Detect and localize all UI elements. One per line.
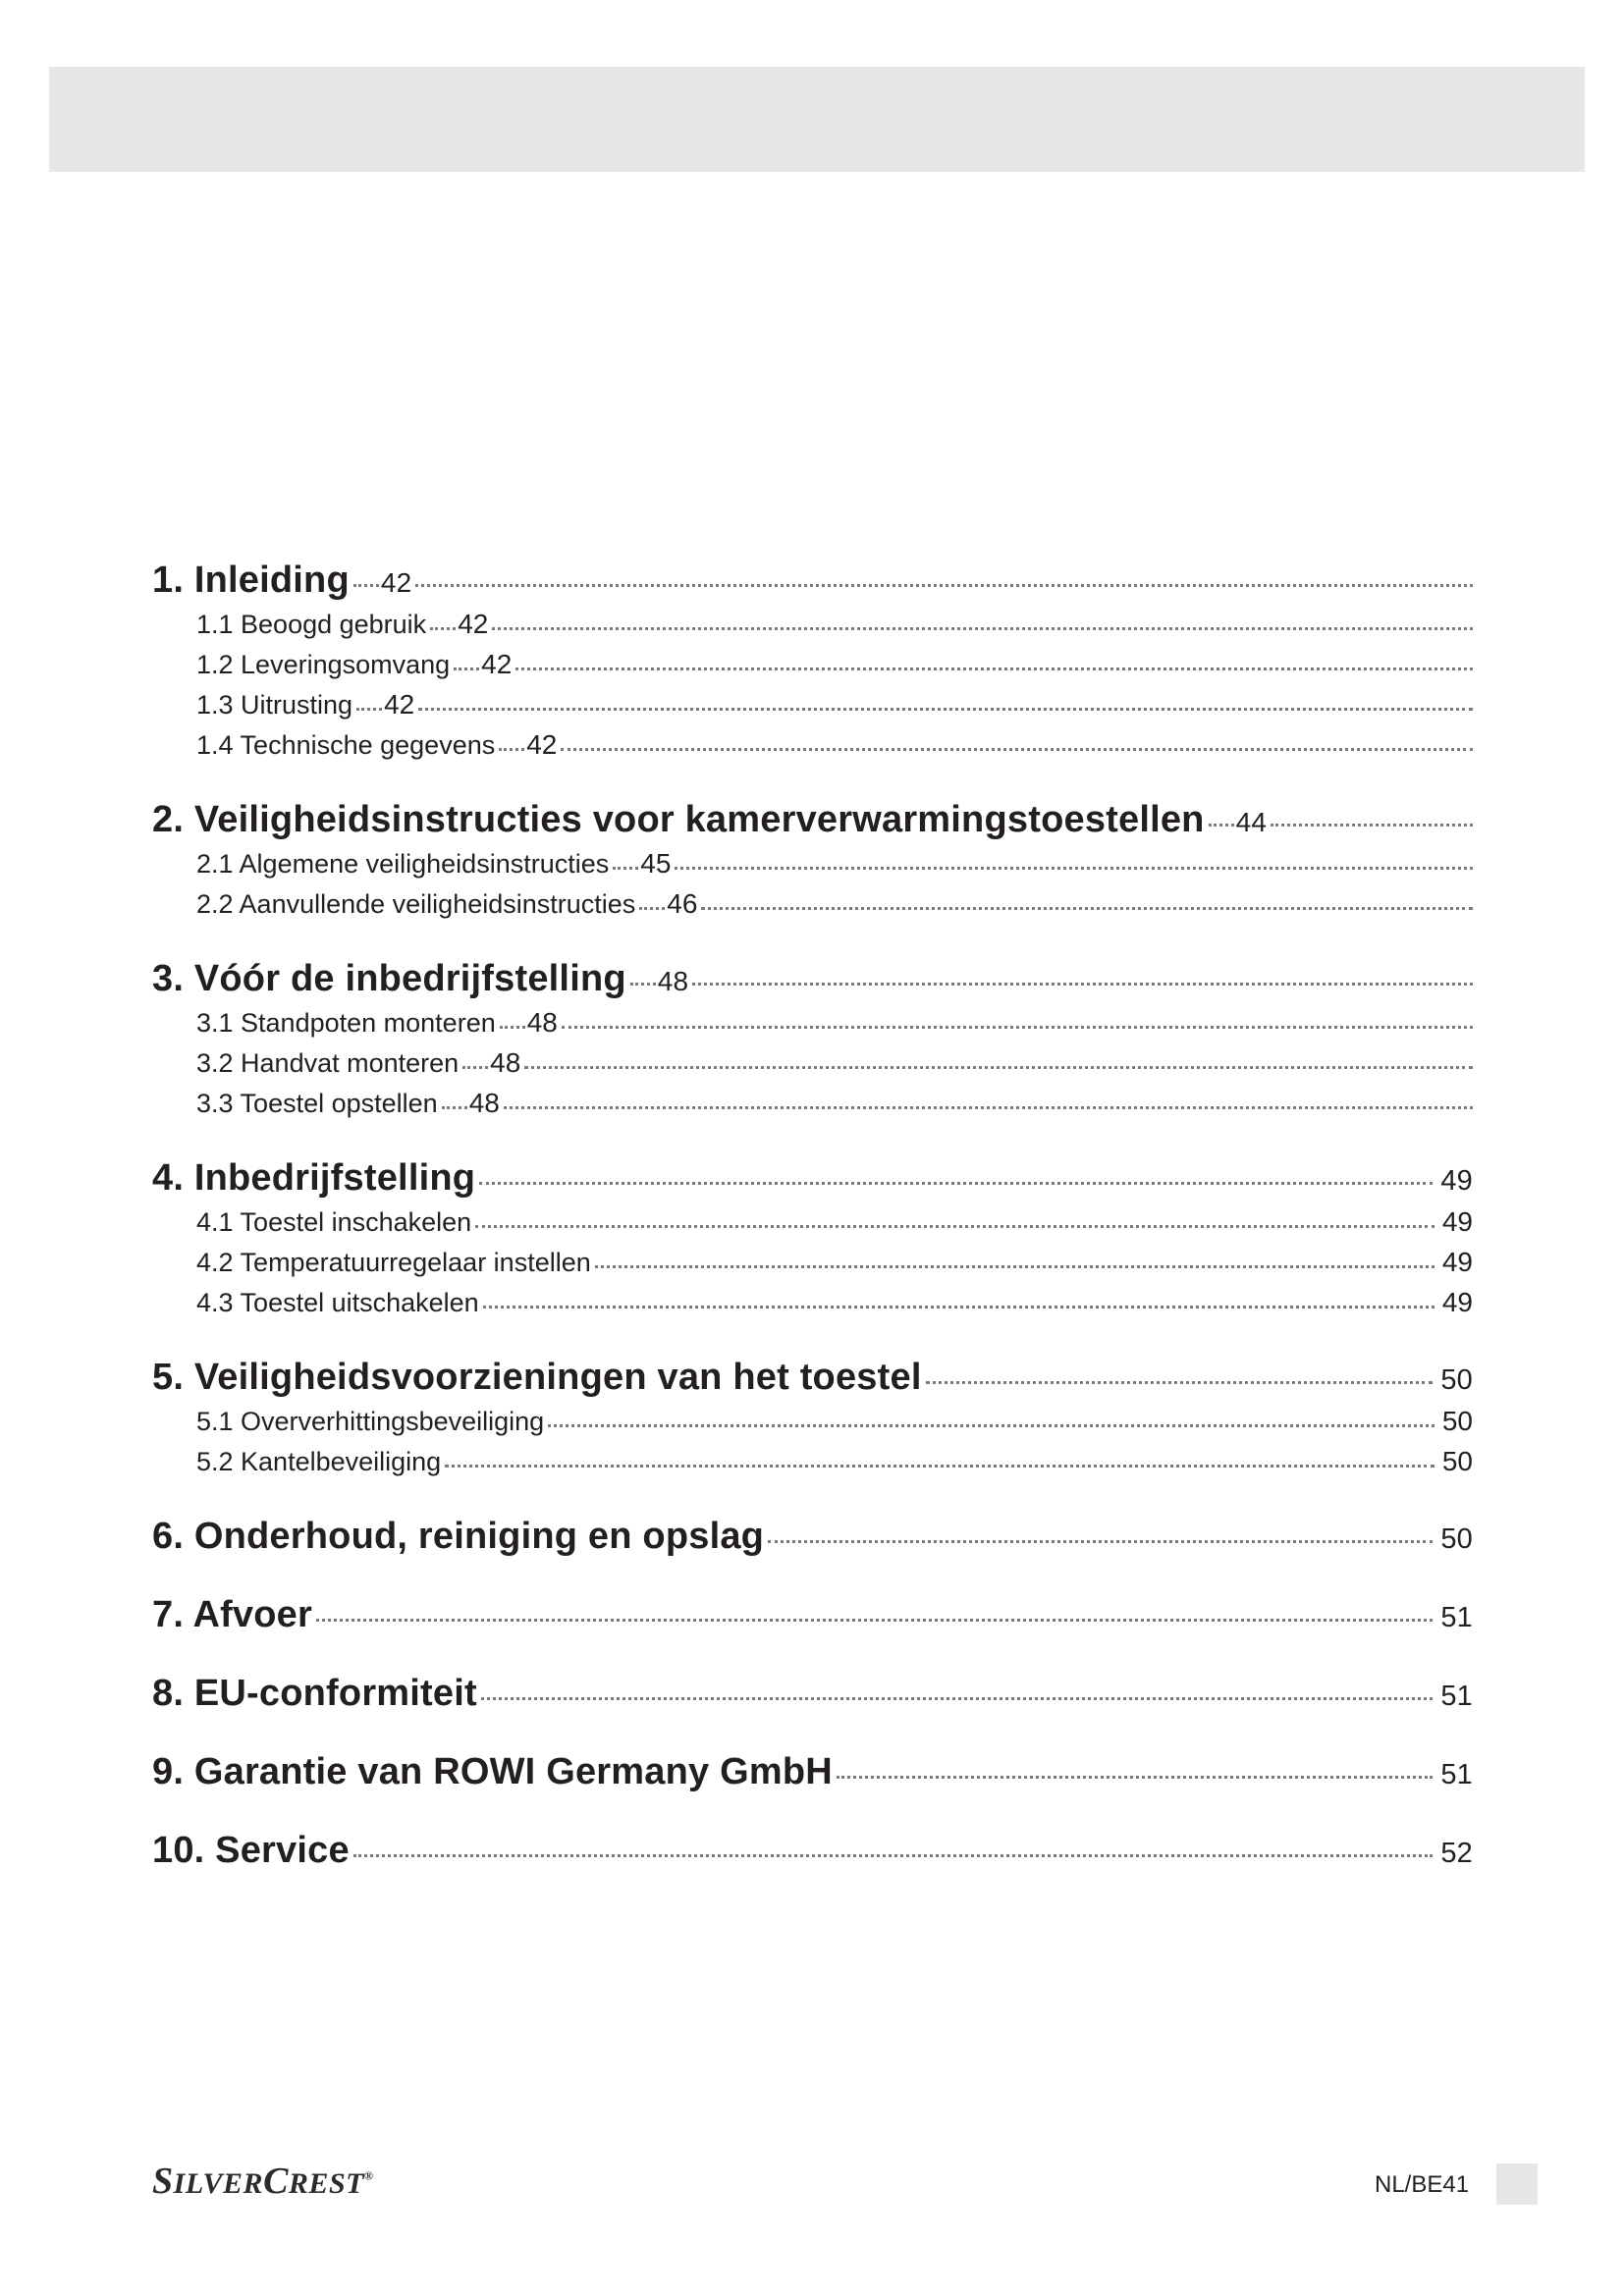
toc-leader [477, 1668, 1433, 1705]
toc-chapter-title: 2. Veiligheidsinstructies voor kamerverwarmingstoestellen [152, 799, 1205, 840]
toc-section-title: 1.4 Technische gegevens [196, 730, 496, 760]
toc-leader [411, 555, 1473, 592]
toc-page-number: 49 [1440, 1165, 1473, 1197]
toc-leader [558, 1005, 1473, 1032]
toc-section-title: 4.1 Toestel inschakelen [196, 1207, 472, 1237]
toc-page-number: 42 [458, 609, 489, 639]
toc-leader [764, 1511, 1433, 1548]
toc-page-number: 52 [1440, 1838, 1473, 1869]
toc-chapter-title: 4. Inbedrijfstelling [152, 1157, 476, 1199]
toc-chapter-title: 1. Inleiding [152, 560, 350, 601]
toc-page-number: 49 [1441, 1206, 1473, 1237]
toc-chapter[interactable] [152, 1511, 1473, 1560]
toc-chapter-title: 6. Onderhoud, reiniging en opslag [152, 1516, 765, 1557]
toc-page-number: 48 [526, 1007, 558, 1038]
toc-page-number: 49 [1441, 1247, 1473, 1277]
toc-section-title: 2.2 Aanvullende veiligheidsinstructies [196, 889, 636, 919]
toc-section[interactable] [152, 1042, 1473, 1083]
toc-leader [450, 647, 479, 673]
toc-chapter[interactable] [152, 953, 1473, 1002]
toc-leader [312, 1589, 1433, 1627]
toc-chapter-title: 5. Veiligheidsvoorzieningen van het toestel [152, 1357, 922, 1398]
toc-section-title: 1.1 Beoogd gebruik [196, 610, 427, 639]
toc-chapter-title: 9. Garantie van ROWI Germany GmbH [152, 1751, 833, 1792]
toc-chapter[interactable] [152, 1825, 1473, 1874]
toc-section-title: 3.3 Toestel opstellen [196, 1089, 438, 1118]
toc-section-title: 4.3 Toestel uitschakelen [196, 1288, 479, 1317]
toc-leader [495, 727, 524, 754]
toc-section-title: 1.2 Leveringsomvang [196, 650, 451, 679]
toc-section-title: 3.2 Handvat monteren [196, 1048, 460, 1078]
toc-leader [609, 846, 638, 873]
toc-chapter[interactable] [152, 1152, 1473, 1201]
toc-page-number: 51 [1440, 1759, 1473, 1790]
toc-section[interactable] [152, 1401, 1473, 1441]
toc-page-number: 50 [1441, 1406, 1473, 1436]
toc-page-number: 42 [526, 729, 558, 760]
toc-section-title: 5.2 Kantelbeveiliging [196, 1447, 442, 1476]
toc-section[interactable] [152, 724, 1473, 765]
toc-page-number: 50 [1440, 1523, 1473, 1555]
brand-logo: SILVERCREST® [152, 2161, 374, 2202]
toc-leader [512, 647, 1473, 673]
toc-chapter-title: 3. Vóór de inbedrijfstelling [152, 958, 626, 999]
page-tab-marker [1496, 2163, 1538, 2205]
toc-chapter-title: 8. EU-conformiteit [152, 1673, 477, 1714]
toc-leader [591, 1245, 1435, 1271]
toc-leader [488, 607, 1473, 633]
toc-section-title: 5.1 Oververhittingsbeveiliging [196, 1407, 545, 1436]
toc-leader [459, 1045, 488, 1072]
toc-leader [635, 886, 665, 913]
toc-leader [671, 846, 1473, 873]
toc-leader [350, 1825, 1434, 1862]
toc-leader [350, 555, 379, 592]
toc-page-number: 42 [481, 649, 513, 679]
toc-chapter[interactable] [152, 1589, 1473, 1638]
toc-section[interactable] [152, 1201, 1473, 1242]
toc-chapter-title: 7. Afvoer [152, 1594, 313, 1635]
toc-page-number: 42 [384, 689, 415, 720]
toc-page-number: 48 [490, 1047, 521, 1078]
toc-page-number: 50 [1441, 1446, 1473, 1476]
toc-section[interactable] [152, 1083, 1473, 1123]
toc-page-number: 49 [1441, 1287, 1473, 1317]
toc-chapter[interactable] [152, 1746, 1473, 1795]
toc-section[interactable] [152, 883, 1473, 924]
toc-section-title: 2.1 Algemene veiligheidsinstructies [196, 849, 610, 879]
toc-chapter[interactable] [152, 794, 1473, 843]
toc-leader [352, 687, 382, 714]
toc-leader [557, 727, 1473, 754]
toc-page-number: 51 [1440, 1681, 1473, 1712]
toc-leader [426, 607, 456, 633]
toc-page-number: 48 [657, 966, 689, 996]
toc-chapter[interactable] [152, 1352, 1473, 1401]
toc-section[interactable] [152, 1441, 1473, 1481]
toc-section-title: 3.1 Standpoten monteren [196, 1008, 496, 1038]
toc-section[interactable] [152, 1002, 1473, 1042]
toc-leader [626, 953, 656, 990]
toc-page-number: 45 [640, 848, 672, 879]
toc-section[interactable] [152, 644, 1473, 684]
toc-section-title: 4.2 Temperatuurregelaar instellen [196, 1248, 591, 1277]
toc-section[interactable] [152, 684, 1473, 724]
toc-leader [438, 1086, 467, 1112]
page-number: NL/BE41 [1375, 2171, 1470, 2198]
toc-page-number: 48 [468, 1088, 500, 1118]
toc-leader [688, 953, 1473, 990]
toc-section[interactable] [152, 604, 1473, 644]
toc-leader [471, 1204, 1435, 1231]
toc-leader [441, 1444, 1435, 1470]
toc-page-number: 51 [1440, 1602, 1473, 1633]
header-band [49, 67, 1585, 172]
toc-leader [479, 1285, 1435, 1311]
toc-leader [1267, 794, 1473, 831]
toc-leader [475, 1152, 1433, 1190]
toc-section[interactable] [152, 843, 1473, 883]
table-of-contents [152, 555, 1473, 1874]
toc-leader [520, 1045, 1473, 1072]
toc-page-number: 50 [1440, 1364, 1473, 1396]
toc-leader [922, 1352, 1434, 1389]
toc-chapter-title: 10. Service [152, 1830, 350, 1871]
toc-chapter[interactable] [152, 1668, 1473, 1717]
toc-section-title: 1.3 Uitrusting [196, 690, 353, 720]
toc-section[interactable] [152, 1282, 1473, 1322]
toc-leader [697, 886, 1473, 913]
toc-page-number: 42 [380, 567, 412, 598]
toc-page-number: 44 [1235, 807, 1268, 837]
toc-leader [496, 1005, 525, 1032]
toc-page-number: 46 [667, 888, 698, 919]
toc-leader [414, 687, 1473, 714]
toc-leader [544, 1404, 1435, 1430]
toc-chapter[interactable] [152, 555, 1473, 604]
toc-leader [500, 1086, 1473, 1112]
toc-leader [1205, 794, 1234, 831]
toc-leader [833, 1746, 1433, 1784]
toc-section[interactable] [152, 1242, 1473, 1282]
